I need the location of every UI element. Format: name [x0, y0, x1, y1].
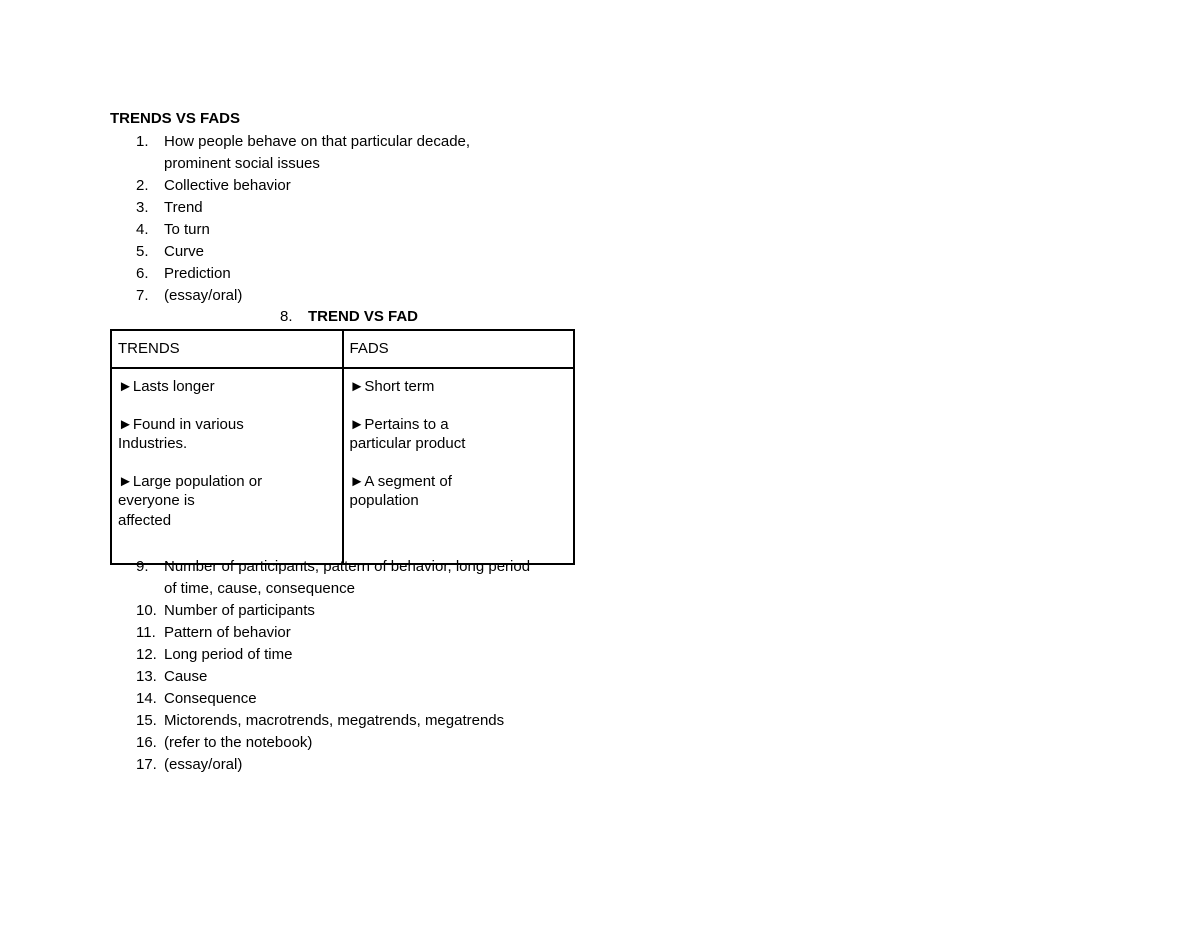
list-item — [110, 556, 590, 600]
list-item-text: (refer to the notebook) — [164, 734, 313, 751]
list-item — [110, 197, 590, 219]
list-item-number: 7. — [136, 287, 149, 304]
list-item-text: Number of participants, pattern of behavior, long period — [164, 558, 531, 575]
list-item-number: 10. — [136, 602, 157, 619]
list-item-text: Prediction — [164, 265, 231, 282]
table-header-fads: FADS — [343, 330, 575, 368]
trend-point — [118, 472, 336, 531]
list-item-text: Collective behavior — [164, 177, 291, 194]
table-header-trends: TRENDS — [111, 330, 343, 368]
document-heading: TRENDS VS FADS — [110, 110, 241, 127]
list-item — [110, 644, 590, 666]
fad-point-line: ►A segment of — [349, 472, 452, 490]
list-item-number: 9. — [136, 558, 149, 575]
trend-point-line: everyone is — [118, 492, 195, 509]
list-item — [110, 622, 590, 644]
list-item-text: Mictorends, macrotrends, megatrends, megatrends — [164, 712, 505, 729]
list-item — [110, 710, 590, 732]
list-item-number: 12. — [136, 646, 157, 663]
list-item-text: Cause — [164, 668, 208, 685]
fad-point-line: ►Pertains to a — [349, 415, 449, 433]
list-item-text: (essay/oral) — [164, 287, 243, 304]
list-item — [110, 600, 590, 622]
fad-point — [350, 472, 568, 511]
trend-point-line: ►Lasts longer — [118, 378, 215, 395]
list-item-text: How people behave on that particular decade, — [164, 133, 471, 150]
list-item-text: Long period of time — [164, 646, 293, 663]
list-item-number: 17. — [136, 756, 157, 773]
trends-cell — [111, 368, 343, 564]
table-caption-title: TREND VS FAD — [308, 308, 419, 325]
list-item-number: 14. — [136, 690, 157, 707]
list-item-text: prominent social issues — [164, 155, 320, 172]
list-item — [110, 688, 590, 710]
trend-point-line: affected — [118, 511, 172, 529]
fad-point-line: ►Short term — [349, 378, 435, 395]
list-item-text: Curve — [164, 243, 205, 260]
list-item-text: of time, cause, consequence — [164, 580, 355, 597]
trend-point-line: ►Found in various — [118, 415, 244, 433]
list-item-number: 5. — [136, 243, 149, 260]
fads-cell — [343, 368, 575, 564]
list-item-number: 6. — [136, 265, 149, 282]
list-item-number: 16. — [136, 734, 157, 751]
list-item-text: Number of participants — [164, 602, 315, 619]
fad-point-line: particular product — [349, 435, 466, 452]
list-item-number: 11. — [136, 624, 156, 641]
numbered-list-part1 — [110, 131, 590, 307]
list-item-text: Trend — [164, 199, 203, 216]
list-item-number: 4. — [136, 221, 149, 238]
trend-point-line: ►Large population or — [118, 472, 263, 490]
list-item-number: 2. — [136, 177, 149, 194]
list-item — [110, 175, 590, 197]
fad-point — [350, 415, 568, 454]
list-item-text: Pattern of behavior — [164, 624, 291, 641]
list-item-number: 15. — [136, 712, 157, 729]
table-caption-number: 8. — [280, 308, 293, 325]
table-row — [111, 368, 574, 564]
fad-point — [350, 377, 568, 397]
trend-point — [118, 415, 336, 454]
list-item — [110, 285, 590, 307]
table-caption — [280, 307, 418, 327]
list-item-text: Consequence — [164, 690, 257, 707]
trend-point — [118, 377, 336, 397]
table-header-row — [111, 330, 574, 368]
list-item-number: 1. — [136, 133, 149, 150]
trend-point-line: Industries. — [118, 435, 188, 452]
list-item — [110, 732, 590, 754]
list-item — [110, 263, 590, 285]
list-item-text: (essay/oral) — [164, 756, 243, 773]
numbered-list-part2 — [110, 556, 590, 776]
fad-point-line: population — [349, 492, 419, 509]
list-item — [110, 131, 590, 175]
list-item-number: 3. — [136, 199, 149, 216]
list-item — [110, 666, 590, 688]
list-item-text: To turn — [164, 221, 210, 238]
trends-vs-fads-table — [110, 329, 575, 565]
list-item-number: 13. — [136, 668, 157, 685]
list-item — [110, 754, 590, 776]
list-item — [110, 241, 590, 263]
list-item — [110, 219, 590, 241]
